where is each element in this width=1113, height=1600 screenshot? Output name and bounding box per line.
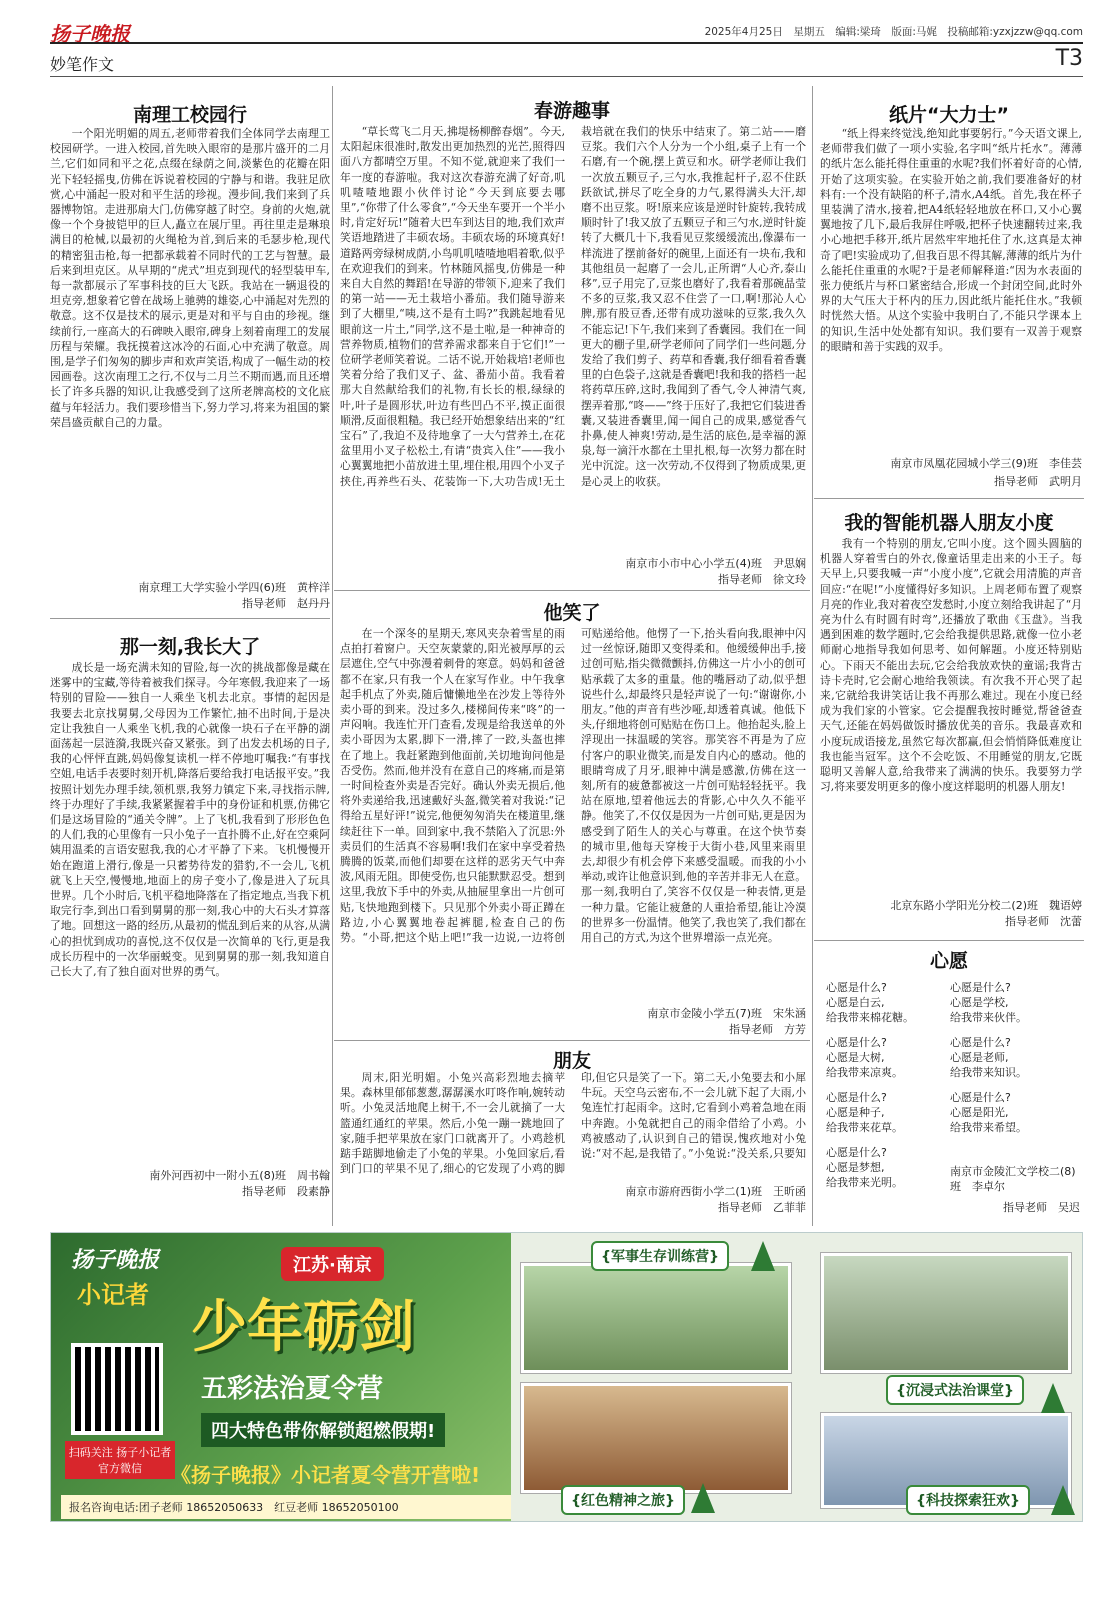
- poem-column-right: [950, 980, 1080, 1145]
- article-body-spring: “草长莺飞二月天,拂堤杨柳醉春烟”。今天,太阳起床很准时,散发出更加热烈的光芒,照得四面八方都晴空万里。不知不觉,就迎来了我们一年一度的春游啦。我对这次春游充满了好奇,叽叽喳喳地跟小伙伴讨论“今天到底要去哪里”,“你带了什么零食”,“今天坐车要开一个半小时,肯定好玩!”随着大巴车到达目的地,我们欢声笑语地踏进了丰硕农场。丰硕农场的环境真好!道路两旁绿树成荫,小鸟叽叽喳喳地唱着歌,似乎在欢迎我们的到来。竹林随风摇曳,仿佛是一种来自大自然的舞蹈!在导游的带领下,迎来了我们的第一站——无土栽培小番茄。我们随导游来到了大棚里,“咦,这不是有土吗?”我跳起地看见眼前这一片土,“同学,这不是土啦,是一种神奇的营养物质,植物们的营养需求都来自于它们!”一位研学老师笑着说。二话不说,开始栽培!老师也笑着分给了我们叉子、盆、番茄小苗。我看着那大自然献给我们的礼物,有长长的根,绿绿的叶,叶子是圆形状,叶边有些凹凸不平,摸正面很顺滑,反面很粗糙。我已经开始想象结出来的“红宝石”了,我迫不及待地拿了一大勺营养土,在花盆里用小叉子松松土,有请“贵宾入住”——我小心翼翼地把小苗放进土里,埋住根,用四个小叉子挟住,再养些石头、花装饰一下,大功告成!无土栽培就在我们的快乐中结束了。第二站——磨豆浆。我们六个人分为一个小组,桌子上有一个石磨,有一个碗,摆上黄豆和水。研学老师让我们一次放五颗豆子,三勺水,我推起杆子,忍不住跃跃欲试,拼尽了吃全身的力气,累得满头大汗,却磨不出豆浆。呀!原来应该是逆时针旋转,我转成顺时针了!我又放了五颗豆子和三勺水,逆时针旋转了大概几十下,我看见豆浆缓缓流出,像瀑布一样流进了摆前备好的碗里,上面还有一块布,我和其他组员一起磨了一会儿,正所谓“人心齐,泰山移”,豆子用完了,豆浆也磨好了,我看着那碗晶莹不多的豆浆,我又忍不住尝了一口,啊!那沁人心脾,那有股豆香,还带有成功滋味的豆浆,我久久不能忘记!下午,我们来到了香囊园。我们在一间更大的棚子里,研学老师问了同学们一些问题,分发给了我们剪子、药草和香囊,我仔细看着香囊里的白色袋子,这就是香囊吧!我和我的搭档一起将药草压碎,这时,我闻到了香气,令人神清气爽,摆弄着那,“咚——”终于压好了,我把它们装进香囊,又装进香囊里,闻一闻自己的成果,感觉香气扑鼻,使人神爽!劳动,是生活的底色,是幸福的源泉,每一滴汗水都在土里扎根,每一次努力都在时光中沉淀。这一次劳动,不仅得到了物质成果,更是心灵上的收获。: [340, 125, 806, 488]
- section-name: 妙笔作文: [50, 55, 115, 74]
- article-title-smile: 他笑了: [543, 602, 601, 624]
- dateline: 2025年4月25日 星期五 编辑:梁琦 版面:马娓 投稿邮箱:yzxjzzw@qq.com: [704, 26, 1083, 38]
- article-school-spring: 南京市小市中心小学五(4)班 尹思娴: [625, 557, 806, 570]
- column-divider: [332, 86, 333, 1226]
- tree-icon: [1041, 1383, 1065, 1413]
- article-school-paper: 南京市凤凰花园城小学三(9)班 李佳芸: [890, 457, 1082, 470]
- poem-stanza: 心愿是什么? 心愿是白云, 给我带来棉花糖。: [826, 981, 914, 1024]
- article-title-grewup: 那一刻,我长大了: [119, 636, 261, 658]
- poem-stanza: 心愿是什么? 心愿是阳光, 给我带来希望。: [950, 1091, 1027, 1134]
- article-school-robot: 北京东路小学阳光分校二(2)班 魏语婷: [890, 899, 1082, 912]
- photo-law-class: [821, 1253, 1071, 1373]
- ad-opening: 《扬子晚报》小记者夏令营开营啦!: [171, 1463, 481, 1487]
- article-body-friend: 周末,阳光明媚。小兔兴高彩烈地去摘苹果。森林里郁郁葱葱,潺潺溪水叮咚作响,婉转动听。小兔灵活地爬上树干,不一会儿就摘了一大篮通红通红的苹果。然后,小兔一蹦一跳地回了家,随手把苹果放在家门口就离开了。小鸡趁机踮手踮脚地偷走了小兔的苹果。小兔回家后,看到门口的苹果不见了,细心的它发现了小鸡的脚印,但它只是笑了一下。第二天,小兔要去和小犀牛玩。天空乌云密布,不一会儿就下起了大雨,小兔连忙打起雨伞。这时,它看到小鸡着急地在雨中奔跑。小兔就把自己的雨伞借给了小鸡。小鸡被感动了,认识到自己的错误,愧疚地对小兔说:“对不起,是我错了。”小兔说:“没关系,只要知: [340, 1071, 806, 1176]
- poem-stanza: 心愿是什么? 心愿是大树, 给我带来凉爽。: [826, 1036, 903, 1079]
- article-title-campus: 南理工校园行: [132, 104, 247, 126]
- ad-tagline: 四大特色带你解锁超燃假期!: [201, 1413, 445, 1447]
- tag-science: {科技探索狂欢}: [906, 1485, 1030, 1515]
- poem-stanza: 心愿是什么? 心愿是种子, 给我带来花草。: [826, 1091, 903, 1134]
- article-teacher-friend: 指导老师 乙菲菲: [718, 1201, 806, 1214]
- row-divider: [334, 590, 810, 591]
- tag-military: {军事生存训练营}: [591, 1241, 729, 1271]
- article-body-paper: “纸上得来终觉浅,绝知此事要躬行。”今天语文课上,老师带我们做了一项小实验,名字叫“纸片托水”。薄薄的纸片怎么能托得住重重的水呢?我们怀着好奇的心情,开始了这项实验。在实验开始之前,我们要准备好的材料有:一个没有缺陷的杯子,清水,A4纸。首先,我在杯子里装满了清水,接着,把A4纸轻轻地放在杯口,又小心翼翼地按了几下,最后我屏住呼吸,把杯子快速翻转过来,我小心地把手移开,纸片居然牢牢地托住了水,这真是太神奇了吧!实验成功了,但我百思不得其解,薄薄的纸片为什么能托住重重的水呢?于是老师解释道:“因为水表面的张力使纸片与杯口紧密结合,形成一个封闭空间,此时外界的大气压大于杯内的压力,因此纸片能托住水。”我顿时恍然大悟。从这个实验中我明白了,不能只学课本上的知识,生活中处处都有知识。我们要有一双善于观察的眼睛和善于实践的双手。: [820, 127, 1082, 353]
- page-code: T3: [1055, 46, 1083, 71]
- article-school-smile: 南京市金陵小学五(7)班 宋朱涵: [647, 1007, 806, 1020]
- top-rule: [50, 42, 1083, 44]
- photo-red-spirit: [521, 1383, 791, 1493]
- poem-teacher: 指导老师 吴迟: [1003, 1201, 1080, 1214]
- row-divider: [50, 618, 330, 619]
- tag-law: {沉浸式法治课堂}: [886, 1375, 1024, 1405]
- article-teacher-spring: 指导老师 徐文玲: [718, 573, 806, 586]
- article-body-campus: 一个阳光明媚的周五,老师带着我们全体同学去南理工校园研学。一进入校园,首先映入眼帘的是那片盛开的二月兰,它们如同和平之花,点缀在绿荫之间,淡紫色的花瓣在阳光下轻轻摇曳,仿佛在诉说着校园的宁静与和谐。我驻足欣赏,心中涌起一股对和平生活的珍视。漫步间,我们来到了兵器博物馆。走进那扇大门,仿佛穿越了时空。身前的火炮,就像一个个身披铠甲的巨人,矗立在展厅里。再往里走是琳琅满目的枪械,以最初的火绳枪为首,到后来的毛瑟步枪,现代的精密狙击枪,每一把都承载着不同时代的工艺与智慧。最后来到坦克区。从早期的“虎式”坦克到现代的轻型装甲车,每一款都展示了军事科技的巨大飞跃。我站在一辆退役的坦克旁,想象着它曾在战场上驰骋的雄姿,心中涌起对先烈的敬意。这不仅是技术的展示,更是对和平与自由的珍视。继续前行,一座高大的石碑映入眼帘,碑身上刻着南理工的发展历程与荣耀。我抚摸着这冰冷的石面,心中充满了敬意。周围,是学子们匆匆的脚步声和欢声笑语,构成了一幅生动的校园画卷。这次南理工之行,不仅与二月兰不期而遇,而且还增长了许多兵器的知识,让我感受到了这所老牌高校的文化底蕴与年轻活力。我们要珍惜当下,努力学习,将来为祖国的繁荣昌盛贡献自己的力量。: [50, 127, 330, 429]
- ad-banner: [51, 1233, 511, 1522]
- article-teacher-robot: 指导老师 沈蕾: [1005, 915, 1082, 928]
- ad-logo: 扬子晚报: [71, 1247, 160, 1273]
- ad-region-tag: 江苏·南京: [281, 1247, 384, 1281]
- article-body-robot: 我有一个特别的朋友,它叫小度。这个圆头圆脑的机器人穿着雪白的外衣,像童话里走出来的小王子。每天早上,只要我喊一声“小度小度”,它就会用清脆的声音回应:“在呢!”小度懂得好多知识。上周老师布置了观察月亮的作业,我对着夜空发愁时,小度立刻给我讲起了“月亮为什么有时圆有时弯”,还播放了歌曲《玉盘》。当我遇到困难的数学题时,它会给我提供思路,就像一位小老师耐心地指导我如何思考、如何解题。小度还特别贴心。下雨天不能出去玩,它会给我放欢快的童谣;我背古诗卡壳时,它会耐心地给我领读。有次我不开心哭了起来,它就给我讲笑话让我不再那么难过。现在小度已经成为我们家的小管家。它会提醒我按时睡觉,帮爸爸查天气,还能在妈妈做饭时播放优美的音乐。我最喜欢和小度玩成语接龙,虽然它每次都赢,但会悄悄降低难度让我也能当冠军。这个不会吃饭、不用睡觉的朋友,它既聪明又善解人意,给我带来了满满的快乐。我要努力学习,将来要发明更多的像小度这样聪明的机器人朋友!: [820, 537, 1082, 794]
- article-school-grewup: 南外河西初中一附小五(8)班 周书翰: [149, 1169, 330, 1182]
- article-body-smile: 在一个深冬的星期天,寒风夹杂着雪星的雨点拍打着窗户。天空灰蒙蒙的,阳光被厚厚的云层遮住,空气中弥漫着刺骨的寒意。妈妈和爸爸都不在家,只有我一个人在家写作业。中午我拿起手机点了外卖,随后慵懒地坐在沙发上等待外卖小哥的到来。没过多久,楼梯间传来“咚”的一声闷响。我连忙开门查看,发现是给我送单的外卖小哥因为太累,脚下一滑,摔了一跤,头盔也摔在了地上。我赶紧跑到他面前,关切地询问他是否受伤。然而,他并没有在意自己的疼痛,而是第一时间检查外卖是否完好。确认外卖无损后,他将外卖递给我,迅速戴好头盔,微笑着对我说:“记得给五星好评!”说完,他便匆匆消失在楼道里,继续赶往下一单。回到家中,我不禁陷入了沉思:外卖员们的生活真不容易啊!我们在家中享受着热腾腾的饭菜,而他们却要在这样的恶劣天气中奔波,风雨无阻。即使受伤,也只能默默忍受。想到这里,我放下手中的外卖,从抽屉里拿出一片创可贴,飞快地跑到楼下。只见那个外卖小哥正蹲在路边,小心翼翼地卷起裤腿,检查自己的伤势。“小哥,把这个贴上吧!”我一边说,一边将创可贴递给他。他愣了一下,抬头看向我,眼神中闪过一丝惊讶,随即又变得柔和。他缓缓伸出手,接过创可贴,指尖微微颤抖,仿佛这一片小小的创可贴承载了太多的重量。他的嘴唇动了动,似乎想说些什么,却最终只是轻声说了一句:“谢谢你,小朋友。”他的声音有些沙哑,却透着真诚。他低下头,仔细地将创可贴贴在伤口上。他抬起头,脸上浮现出一抹温暖的笑容。那笑容不再是为了应付客户的职业微笑,而是发自内心的感动。他的眼睛弯成了月牙,眼神中满是感激,仿佛在这一刻,所有的疲惫都被这一片创可贴轻轻抚平。我站在原地,望着他远去的背影,心中久久不能平静。他笑了,不仅仅是因为一片创可贴,更是因为感受到了陌生人的关心与尊重。在这个快节奏的城市里,他每天穿梭于大街小巷,风里来雨里去,却很少有机会停下来感受温暖。而我的小小举动,或许让他意识到,他的辛苦并非无人在意。那一刻,我明白了,笑容不仅仅是一种表情,更是一种力量。它能让疲惫的人重拾希望,能让冷漠的世界多一份温情。他笑了,我也笑了,我们都在用自己的方式,为这个世界增添一点光亮。: [340, 627, 806, 945]
- article-teacher-paper: 指导老师 武明月: [994, 475, 1082, 488]
- qr-caption: 扫码关注 扬子小记者官方微信: [65, 1441, 175, 1479]
- poem-title: 心愿: [929, 950, 968, 972]
- tree-icon: [691, 1483, 715, 1513]
- article-title-robot: 我的智能机器人朋友小度: [844, 512, 1054, 534]
- poem-stanza: 心愿是什么? 心愿是学校, 给我带来伙伴。: [950, 981, 1027, 1024]
- ad-camp-name: 五彩法治夏令营: [201, 1374, 384, 1404]
- row-divider: [814, 498, 1084, 499]
- poem-stanza: 心愿是什么? 心愿是梦想, 给我带来光明。: [826, 1146, 903, 1189]
- qr-code-icon[interactable]: [71, 1343, 163, 1435]
- ad-contact: 报名咨询电话:团子老师 18652050633 红豆老师 18652050100: [61, 1495, 511, 1519]
- summer-camp-ad[interactable]: [50, 1232, 1083, 1522]
- poem-stanza: 心愿是什么? 心愿是老师, 给我带来知识。: [950, 1036, 1027, 1079]
- poem-column-left: [826, 980, 946, 1200]
- article-school-friend: 南京市游府西街小学二(1)班 王昕函: [625, 1185, 806, 1198]
- column-divider: [812, 86, 813, 1226]
- article-teacher-campus: 指导老师 赵丹丹: [242, 597, 330, 610]
- article-title-paper: 纸片“大力士”: [889, 104, 1009, 126]
- ad-headline: 少年砺剑: [191, 1295, 415, 1360]
- article-title-friend: 朋友: [552, 1050, 591, 1072]
- row-divider: [814, 940, 1084, 941]
- article-title-spring: 春游趣事: [533, 100, 610, 122]
- poem-school: 南京市金陵汇文学校二(8)班 李卓尔: [950, 1165, 1076, 1193]
- article-teacher-smile: 指导老师 方芳: [729, 1023, 806, 1036]
- row-divider: [334, 1040, 810, 1041]
- section-rule: [50, 76, 1083, 77]
- tree-icon: [751, 1241, 775, 1271]
- ad-subtitle: 小记者: [77, 1281, 149, 1309]
- tree-icon: [1051, 1485, 1075, 1515]
- photo-military-camp: [521, 1263, 791, 1373]
- article-body-grewup: 成长是一场充满未知的冒险,每一次的挑战都像是藏在迷雾中的宝藏,等待着被我们探寻。今年寒假,我迎来了一场特别的冒险——独自一人乘坐飞机去北京。事情的起因是我要去北京找舅舅,父母因为工作繁忙,抽不出时间,于是决定让我独自一人乘坐飞机,我的心就像一块石子在平静的湖面荡起一层涟漪,我既兴奋又紧张。到了出发去机场的日子,我的心怦怦直跳,妈妈像复读机一样不停地叮嘱我:“有事找空姐,电话手表要时刻开机,降落后要给我打电话报平安。”我按照计划先办理手续,领机票,我努力镇定下来,寻找指示牌,终于办理好了手续,我紧紧握着手中的身份证和机票,仿佛它们是这场冒险的“通关令牌”。上了飞机,我看到了形形色色的人们,我的心里像有一只小兔子一直扑腾不止,好在空乘阿姨用温柔的言语安慰我,我的心才平静了下来。飞机慢慢开始在跑道上滑行,像是一只蓄势待发的猎豹,不一会儿,飞机就飞上天空,慢慢地,地面上的房子变小了,像是进入了玩具世界。几个小时后,飞机平稳地降落在了指定地点,当我下机取完行李,到出口看到舅舅的那一刻,我心中的大石头才算落了地。回想这一路的经历,从最初的慌乱到后来的从容,从满心的担忧到成功的喜悦,这不仅仅是一次简单的飞行,更是我成长历程中的一次华丽蜕变。见到舅舅的那一刻,我知道自己长大了,有了独自面对世界的勇气。: [50, 661, 330, 979]
- article-teacher-grewup: 指导老师 段素静: [242, 1185, 330, 1198]
- article-school-campus: 南京理工大学实验小学四(6)班 黄梓洋: [138, 581, 330, 594]
- masthead-logo: 扬子晚报: [50, 22, 130, 46]
- tag-red-spirit: {红色精神之旅}: [561, 1485, 685, 1515]
